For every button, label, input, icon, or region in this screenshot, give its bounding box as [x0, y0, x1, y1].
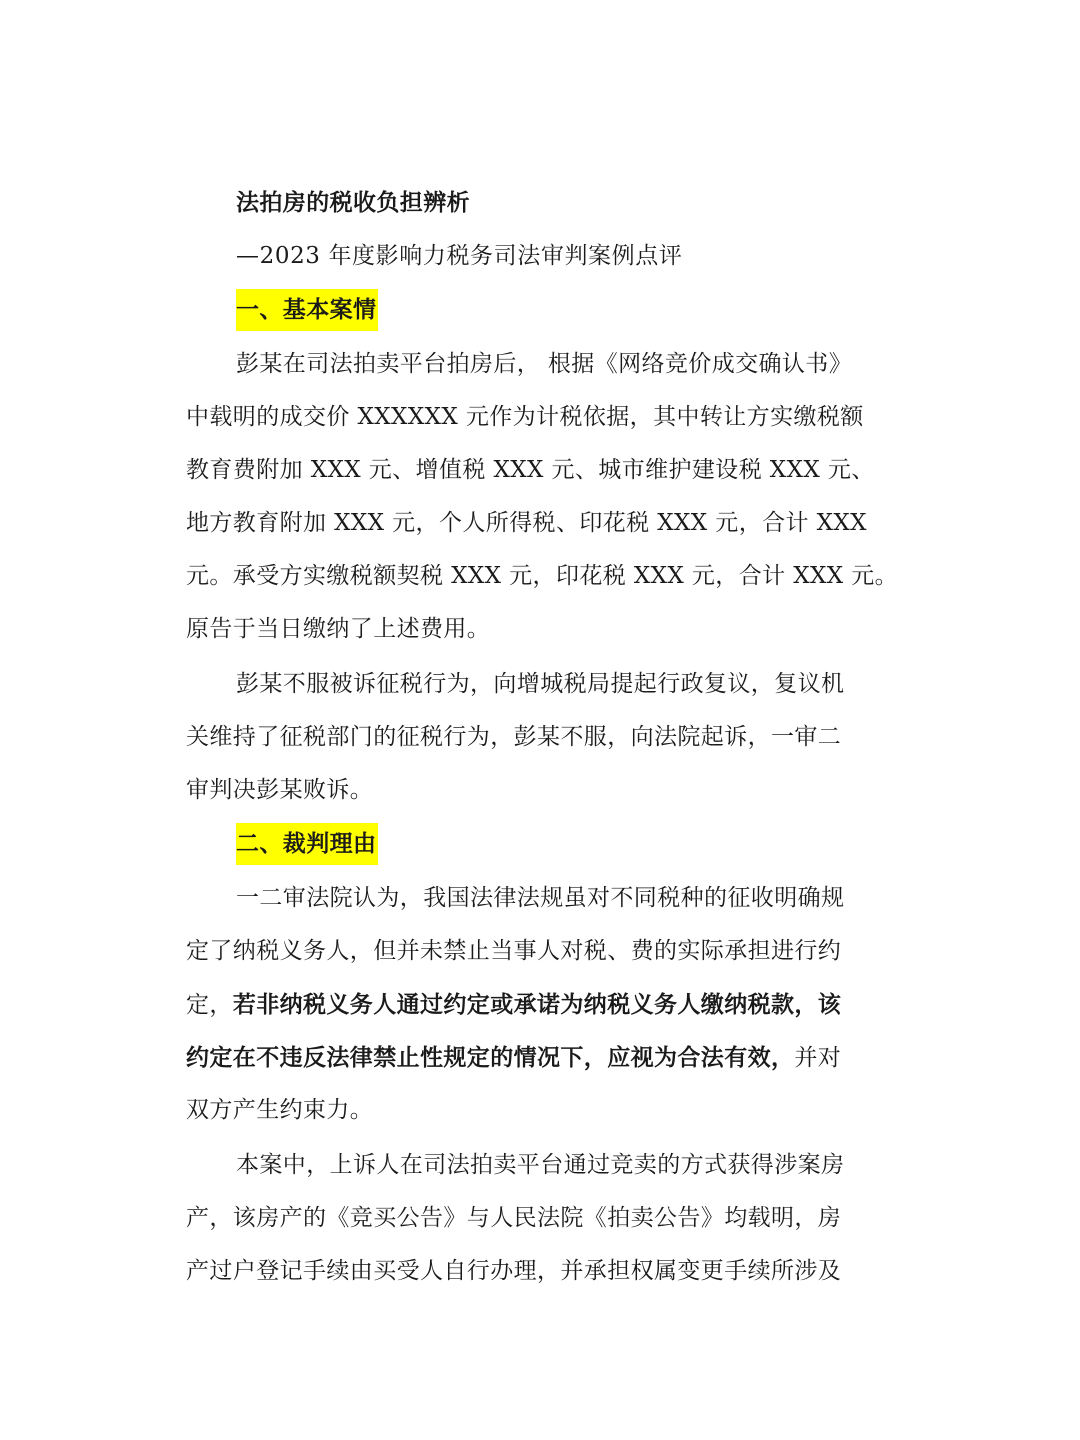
text-line [186, 978, 886, 1031]
section-heading-reasoning: 二、裁判理由 [236, 823, 378, 865]
text-line: 产，该房产的《竞买公告》与人民法院《拍卖公告》均载明，房 [186, 1205, 842, 1231]
text-line: 关维持了征税部门的征税行为，彭某不服，向法院起诉，一审二 [186, 724, 842, 750]
text-line: 原告于当日缴纳了上述费用。 [186, 616, 491, 642]
text-line [186, 1031, 886, 1084]
text-line: 元。承受方实缴税额契税 XXX 元，印花税 XXX 元，合计 XXX 元。 [186, 563, 899, 589]
paragraph-litigation [186, 658, 886, 817]
paragraph-case-facts [186, 338, 899, 656]
plain-text: 并对 [794, 1045, 842, 1071]
text-line: 中载明的成交价 XXXXXX 元作为计税依据，其中转让方实缴税额 [186, 404, 864, 430]
plain-text: 定， [186, 992, 233, 1018]
text-line: 一二审法院认为，我国法律法规虽对不同税种的征收明确规 [236, 885, 845, 911]
text-line: 教育费附加 XXX 元、增值税 XXX 元、城市维护建设税 XXX 元、 [186, 457, 875, 483]
paragraph-case-application [186, 1139, 886, 1298]
text-line: 定了纳税义务人，但并未禁止当事人对税、费的实际承担进行约 [186, 938, 842, 964]
text-line: 地方教育附加 XXX 元，个人所得税、印花税 XXX 元，合计 XXX [186, 510, 867, 536]
document-subtitle: —2023 年度影响力税务司法审判案例点评 [236, 243, 683, 269]
text-line: 审判决彭某败诉。 [186, 777, 374, 803]
text-line: 彭某在司法拍卖平台拍房后， 根据《网络竞价成交确认书》 [236, 351, 853, 377]
text-line: 本案中，上诉人在司法拍卖平台通过竞卖的方式获得涉案房 [236, 1152, 845, 1178]
paragraph-court-reasoning [186, 872, 886, 1137]
text-line: 彭某不服被诉征税行为，向增城税局提起行政复议，复议机 [236, 671, 845, 697]
section-heading-basic-facts: 一、基本案情 [236, 289, 378, 331]
text-line: 双方产生约束力。 [186, 1097, 374, 1123]
bold-text: 约定在不违反法律禁止性规定的情况下，应视为合法有效， [186, 1044, 795, 1071]
text-line: 产过户登记手续由买受人自行办理，并承担权属变更手续所涉及 [186, 1258, 842, 1284]
document-title: 法拍房的税收负担辨析 [236, 189, 470, 216]
bold-text: 若非纳税义务人通过约定或承诺为纳税义务人缴纳税款，该 [232, 991, 842, 1018]
